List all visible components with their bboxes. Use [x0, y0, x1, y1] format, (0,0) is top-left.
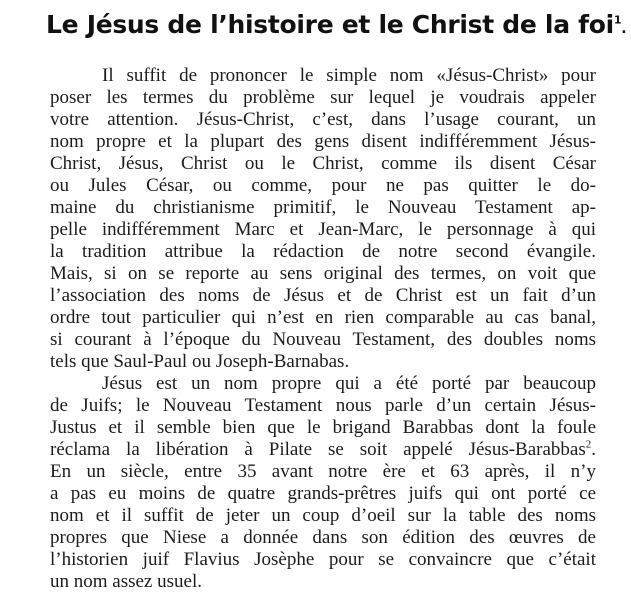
text-line: a pas eu moins de quatre grands-prêtres juifs qui ont porté ce: [50, 483, 596, 504]
page-title: [46, 8, 627, 46]
footnote-mark: 2: [585, 438, 592, 451]
footnote-trailing-period: .: [591, 439, 596, 460]
text-line: nom propre et la plupart des gens disent indifféremment Jésus-: [50, 131, 596, 152]
text-line: ou Jules César, ou comme, pour ne pas quitter le do-: [50, 175, 596, 196]
text-line: poser les termes du problème sur lequel je voudrais appeler: [50, 87, 596, 108]
text-line: Il suffit de prononcer le simple nom «Jésus-Christ» pour: [102, 65, 596, 86]
text-line: votre attention. Jésus-Christ, c’est, dans l’usage courant, un: [50, 109, 596, 130]
page-title-text: Le Jésus de l’histoire et le Christ de la foi: [46, 10, 614, 39]
text-line: l’association des noms de Jésus et de Christ est un fait d’un: [50, 285, 596, 306]
footnote-mark: 1: [613, 13, 622, 27]
title-trailing-period: .: [621, 21, 627, 37]
text-line: la tradition attribue la rédaction de notre second évangile.: [50, 241, 596, 262]
text-line: Jésus est un nom propre qui a été porté par beaucoup: [102, 373, 596, 394]
text-line-content: réclama la libération à Pilate se soit appelé Jésus-Barabbas: [50, 439, 586, 460]
text-line: pelle indifféremment Marc et Jean-Marc, le personnage à qui: [50, 219, 596, 240]
text-line: En un siècle, entre 35 avant notre ère et 63 après, il n’y: [50, 461, 596, 482]
text-line: l’historien juif Flavius Josèphe pour se convaincre que c’était: [50, 549, 596, 570]
text-line: Christ, Jésus, Christ ou le Christ, comme ils disent César: [50, 153, 596, 174]
text-line: si courant à l’époque du Nouveau Testament, des doubles noms: [50, 329, 596, 350]
text-line: ordre tout particulier qui n’est en rien comparable au cas banal,: [50, 307, 596, 328]
text-line: [50, 439, 596, 461]
text-line: un nom assez usuel.: [50, 571, 202, 592]
text-line: tels que Saul-Paul ou Joseph-Barnabas.: [50, 351, 350, 372]
text-line: Justus et il semble bien que le brigand Barabbas dont la foule: [50, 417, 596, 438]
text-line: nom et il suffit de jeter un coup d’oeil sur la table des noms: [50, 505, 596, 526]
text-line: Mais, si on se reporte au sens original des termes, on voit que: [50, 263, 596, 284]
text-line: propres que Niese a donnée dans son édition des œuvres de: [50, 527, 596, 548]
text-line: maine du christianisme primitif, le Nouveau Testament ap-: [50, 197, 596, 218]
text-line: de Juifs; le Nouveau Testament nous parle d’un certain Jésus-: [50, 395, 596, 416]
